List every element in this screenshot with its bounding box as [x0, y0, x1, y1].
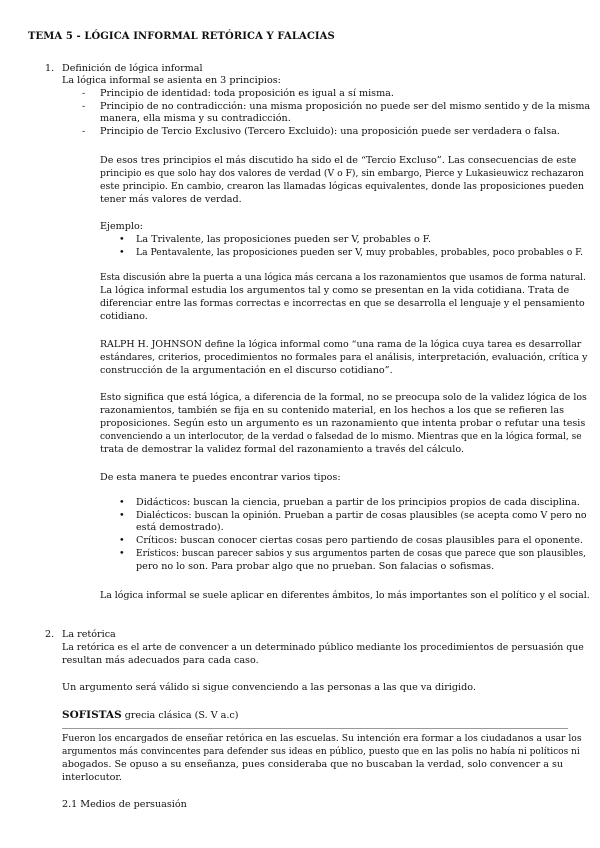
type-item: Dialécticos: buscan la opinión. Prueban a partir de cosas plausibles (se acepta como V pero no: [136, 510, 587, 521]
section-2-heading: La retórica: [62, 629, 116, 640]
bullet-icon: •: [119, 497, 125, 508]
paragraph-line: tener más valores de verdad.: [100, 194, 242, 205]
types-intro: De esta manera te puedes encontrar varios tipos:: [100, 472, 341, 483]
paragraph-line: diferenciar entre las formas correctas e incorrectas en que se desarrolla el lenguaje y el pensamiento: [100, 298, 585, 309]
page-title: TEMA 5 - LÓGICA INFORMAL RETÓRICA Y FALACIAS: [28, 31, 335, 42]
paragraph-line: Esta discusión abre la puerta a una lógica más cercana a los razonamientos que usamos de forma natural.: [100, 273, 586, 283]
principle-line: Principio de identidad: toda proposición es igual a sí misma.: [100, 88, 394, 99]
principle-line: Principio de Tercio Exclusivo (Tercero Excluido): una proposición puede ser verdadera o falsa.: [100, 126, 560, 137]
paragraph-line: construcción de la argumentación en el discurso cotidiano”.: [100, 365, 393, 376]
paragraph-line: La lógica informal estudia los argumentos tal y como se presentan en la vida cotidiana. Trata de: [100, 285, 570, 296]
type-item: Didácticos: buscan la ciencia, prueban a partir de los principios propios de cada disciplina.: [136, 497, 580, 508]
paragraph-line: resultan más adecuados para cada caso.: [62, 655, 259, 666]
paragraph-line: razonamientos, también se fija en su contenido material, en los hechos a los que se refieren las: [100, 405, 565, 416]
example-item: La Pentavalente, las proposiciones pueden ser V, muy probables, probables, poco probables o F.: [136, 247, 584, 258]
type-item: Críticos: buscan conocer ciertas cosas pero partiendo de cosas plausibles para el oponente.: [136, 535, 583, 546]
section-1-heading: Definición de lógica informal: [62, 63, 203, 74]
paragraph-line: principio es que solo hay dos valores de verdad (V o F), sin embargo, Pierce y Lukasieuwicz rechazaron: [100, 168, 584, 179]
section-1-intro: La lógica informal se asienta en 3 principios:: [62, 75, 281, 86]
paragraph-line: La lógica informal se suele aplicar en diferentes ámbitos, lo más importantes son el político y el social.: [100, 590, 590, 601]
paragraph-line: convenciendo a un interlocutor, de la verdad o falsedad de lo mismo. Mientras que en la lógica formal, se: [100, 432, 582, 442]
principle-dash: -: [82, 126, 86, 137]
paragraph-line: Esto significa que está lógica, a diferencia de la formal, no se preocupa solo de la validez lógica de los: [100, 392, 587, 403]
paragraph-line: estándares, criterios, procedimientos no formales para el análisis, interpretación, evaluación, crítica y: [100, 352, 588, 363]
paragraph-line: RALPH H. JOHNSON define la lógica informal como “una rama de la lógica cuya tarea es desarrollar: [100, 339, 582, 350]
principle-line: Principio de no contradicción: una misma proposición no puede ser del mismo sentido y de la misma: [100, 101, 591, 112]
sofistas-subtitle: grecia clásica (S. V a.c): [121, 710, 239, 721]
paragraph-line: De esos tres principios el más discutido ha sido el de “Tercio Excluso”. Las consecuencias de este: [100, 155, 577, 166]
principle-dash: -: [82, 101, 86, 112]
principle-dash: -: [82, 88, 86, 99]
bullet-icon: •: [119, 510, 125, 521]
paragraph-line: abogados. Se opuso a su enseñanza, pues consideraba que no buscaban la verdad, solo convencer a su: [62, 759, 564, 770]
paragraph-line: Un argumento será válido si sigue convenciendo a las personas a las que va dirigido.: [62, 682, 476, 693]
paragraph-line: Fueron los encargados de enseñar retórica en las escuelas. Su intención era formar a los ciudadanos a usar los: [62, 733, 582, 744]
type-item: Erísticos: buscan parecer sabios y sus argumentos parten de cosas que parece que son plausibles,: [136, 549, 586, 559]
paragraph-line: este principio. En cambio, crearon las llamadas lógicas equivalentes, donde las proposiciones pueden: [100, 181, 584, 192]
bullet-icon: •: [119, 535, 125, 546]
paragraph-line: interlocutor.: [62, 772, 122, 783]
section-1-number: 1.: [45, 63, 55, 74]
divider: [62, 728, 568, 729]
subsection-heading: 2.1 Medios de persuasión: [62, 799, 187, 810]
sofistas-heading: [62, 709, 239, 722]
type-item: está demostrado).: [136, 522, 224, 533]
paragraph-line: La retórica es el arte de convencer a un determinado público mediante los procedimientos de persuasión que: [62, 642, 584, 653]
example-label: Ejemplo:: [100, 221, 143, 232]
bullet-icon: •: [119, 548, 125, 559]
paragraph-line: argumentos más convincentes para defender sus ideas en público, puesto que en las polis no había ni políticos ni: [62, 747, 580, 757]
paragraph-line: cotidiano.: [100, 311, 148, 322]
bullet-icon: •: [119, 247, 125, 258]
paragraph-line: proposiciones. Según esto un argumento es un razonamiento que intenta probar o refutar una tesis: [100, 418, 586, 429]
section-2-number: 2.: [45, 629, 55, 640]
sofistas-label: SOFISTAS: [62, 709, 122, 721]
type-item: pero no lo son. Para probar algo que no prueban. Son falacias o sofismas.: [136, 561, 495, 572]
paragraph-line: trata de demostrar la validez formal del razonamiento a través del cálculo.: [100, 444, 465, 455]
bullet-icon: •: [119, 234, 125, 245]
example-item: La Trivalente, las proposiciones pueden ser V, probables o F.: [136, 234, 432, 245]
principle-line: manera, ella misma y su contradicción.: [100, 113, 291, 124]
